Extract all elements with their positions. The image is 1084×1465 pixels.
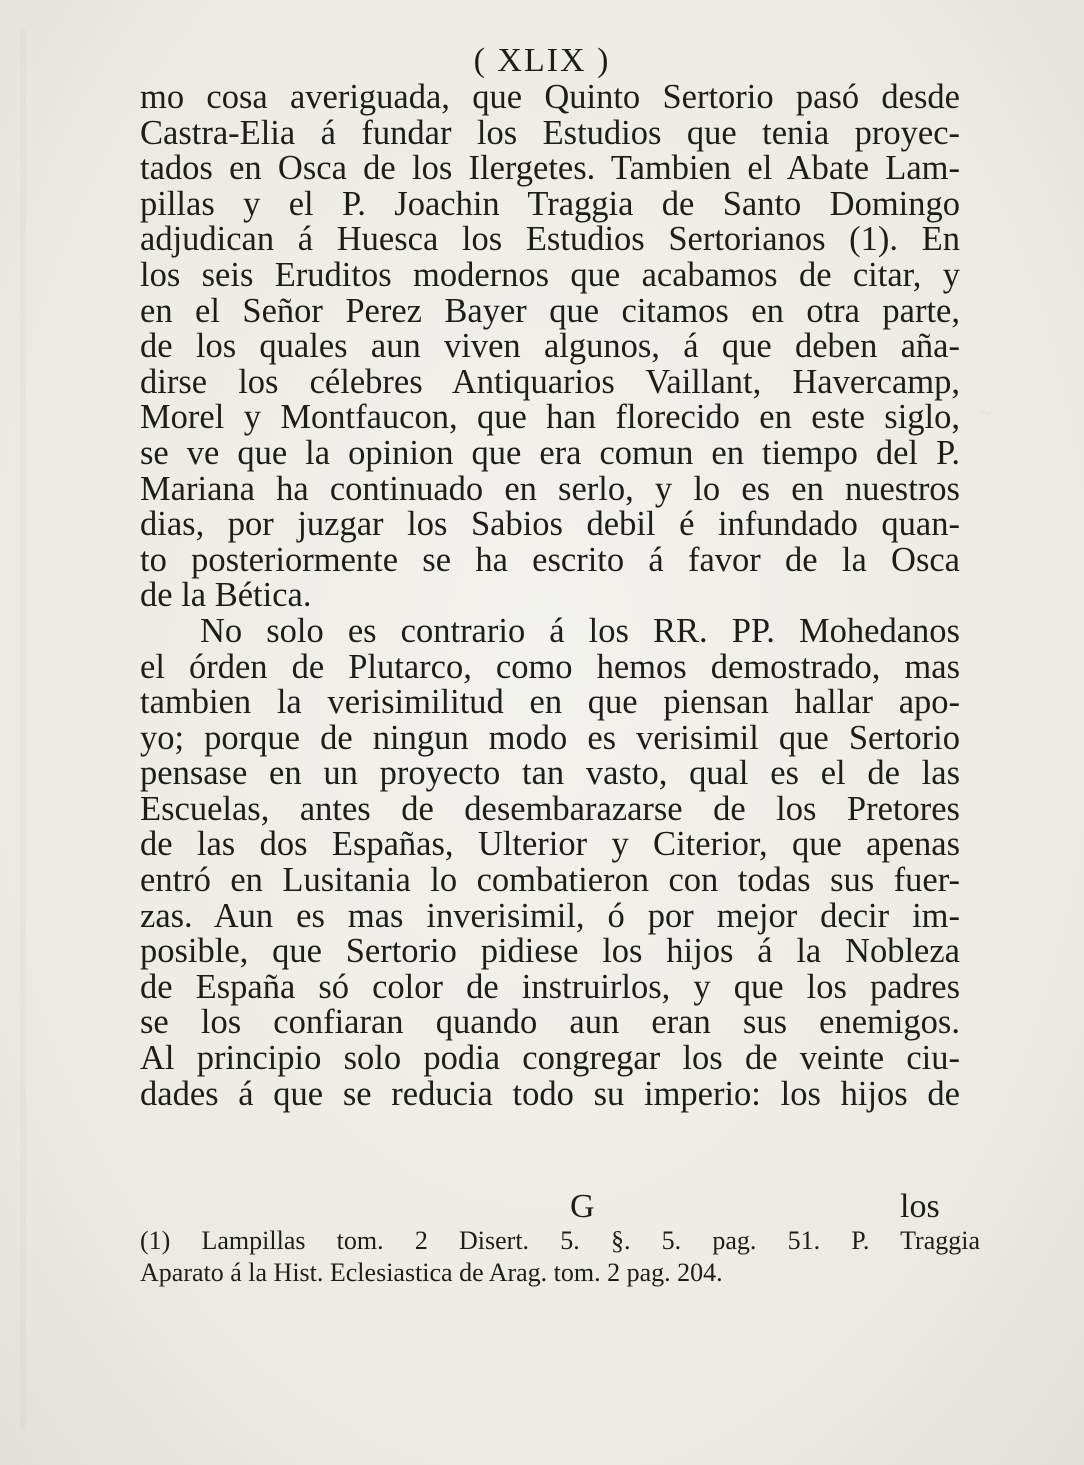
text-line: los seis Eruditos modernos que acabamos de citar, y: [140, 255, 960, 294]
body-text: [140, 80, 960, 1112]
text-line: se los confiaran quando aun eran sus enemigos.: [140, 1003, 960, 1042]
footnote-line: (1) Lampillas tom. 2 Disert. 5. §. 5. pag. 51. P. Traggia: [140, 1226, 980, 1255]
text-line: pillas y el P. Joachin Traggia de Santo Domingo: [140, 184, 960, 223]
text-line: to posteriormente se ha escrito á favor de la Osca: [140, 540, 960, 579]
text-line: de la Bética.: [140, 576, 312, 615]
text-line: de los quales aun viven algunos, á que deben aña-: [140, 327, 960, 366]
text-line: zas. Aun es mas inverisimil, ó por mejor decir im-: [140, 896, 960, 935]
text-line: Castra-Elia á fundar los Estudios que tenia proyec-: [140, 113, 960, 152]
text-line: pensase en un proyecto tan vasto, qual es el de las: [140, 754, 960, 793]
text-line: mo cosa averiguada, que Quinto Sertorio pasó desde: [140, 78, 960, 116]
footnote: [140, 1225, 980, 1289]
text-line: dirse los célebres Antiquarios Vaillant, Havercamp,: [140, 362, 960, 401]
text-line: tambien la verisimilitud en que piensan hallar apo-: [140, 683, 960, 722]
text-line: de España só color de instruirlos, y que los padres: [140, 967, 960, 1006]
text-line: adjudican á Huesca los Estudios Sertorianos (1). En: [140, 220, 960, 259]
text-line: Mariana ha continuado en serlo, y lo es en nuestros: [140, 469, 960, 508]
text-line: posible, que Sertorio pidiese los hijos á la Nobleza: [140, 932, 960, 971]
text-line: tados en Osca de los Ilergetes. Tambien el Abate Lam-: [140, 149, 960, 188]
text-line: de las dos Españas, Ulterior y Citerior, que apenas: [140, 825, 960, 864]
text-line: en el Señor Perez Bayer que citamos en otra parte,: [140, 291, 960, 330]
page-number-header: ( XLIX ): [473, 42, 611, 79]
text-line: Morel y Montfaucon, que han florecido en este siglo,: [140, 398, 960, 437]
text-line: dias, por juzgar los Sabios debil é infundado quan-: [140, 505, 960, 544]
text-line: yo; porque de ningun modo es verisimil que Sertorio: [140, 718, 960, 757]
text-line: el órden de Plutarco, como hemos demostrado, mas: [140, 647, 960, 686]
svg-text:~: ~: [980, 400, 992, 425]
text-line: dades á que se reducia todo su imperio: los hijos de: [140, 1074, 960, 1113]
catchword: los: [900, 1188, 940, 1225]
footnote-line: Aparato á la Hist. Eclesiastica de Arag. tom. 2 pag. 204.: [140, 1258, 723, 1287]
signature-row: [0, 1188, 1084, 1224]
text-line: Al principio solo podia congregar los de veinte ciu-: [140, 1039, 960, 1078]
text-line: entró en Lusitania lo combatieron con todas sus fuer-: [140, 861, 960, 900]
text-line: No solo es contrario á los RR. PP. Mohedanos: [200, 611, 960, 650]
signature-mark: G: [570, 1188, 595, 1225]
text-line: Escuelas, antes de desembarazarse de los Pretores: [140, 789, 960, 828]
text-line: se ve que la opinion que era comun en tiempo del P.: [140, 433, 960, 472]
